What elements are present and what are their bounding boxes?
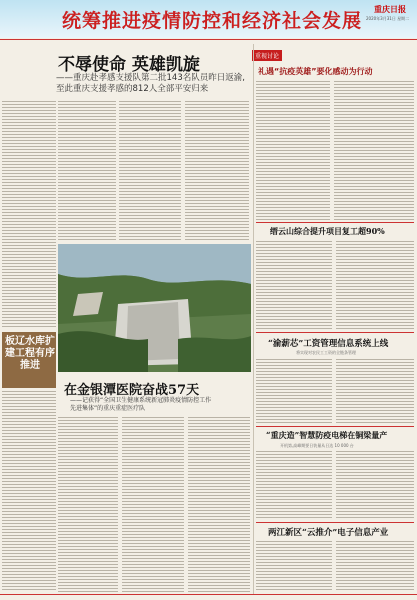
lead-subhead-1: ——重庆赴孝感支援队第二批143名队员昨日返渝, (56, 73, 245, 83)
lead-headline: 不辱使命 英雄凯旋 (58, 55, 200, 75)
second-body-col-3 (188, 416, 250, 592)
second-subhead-2: 先进集体”的重庆重症医疗队 (70, 405, 146, 412)
story-4-body-2 (336, 450, 414, 520)
story-4-body-1 (256, 450, 332, 520)
lead-subhead-2: 至此重庆支援孝感的812人全部平安归来 (56, 84, 209, 94)
right-column-title: 礼遇“抗疫英雄”要化感动为行动 (258, 67, 373, 76)
story-4-subtitle: 开机第,高峰期要日装量从日达 10 000 台 (280, 443, 354, 448)
story-5-body-2 (336, 540, 414, 592)
sidebar-body (2, 390, 56, 590)
lead-body-col-2 (58, 100, 116, 240)
second-subhead-1: ——记获得“全国卫生健康系统新冠肺炎疫情防控工作 (70, 397, 212, 404)
right-divider-2 (256, 332, 414, 333)
second-headline: 在金银潭医院奋战57天 (64, 383, 200, 398)
story-2-body-1 (256, 240, 332, 330)
reservoir-photo (58, 244, 251, 372)
sidebar-title: 板辽水库扩建工程有序推进 (5, 336, 55, 371)
date-line: 2020年3月31日 星期二 (366, 16, 410, 21)
masthead-title: 统筹推进疫情防控和经济社会发展 (62, 10, 363, 32)
footer-line (0, 594, 417, 595)
story-5-body-1 (256, 540, 332, 592)
story-2-title: 缙云山综合提升项目复工超90% (270, 226, 385, 236)
story-2-body-2 (336, 240, 414, 330)
newspaper-logo: 重庆日报 (374, 5, 406, 14)
right-divider-3 (256, 426, 414, 427)
banner-divider (0, 39, 417, 40)
column-divider (253, 44, 254, 594)
second-body-col-2 (122, 416, 184, 592)
lead-body-col-3 (119, 100, 181, 240)
second-body-col-1 (58, 416, 118, 592)
lead-body-col-4 (185, 100, 249, 240)
lead-body-col-1 (2, 100, 56, 328)
story-3-body-2 (336, 358, 414, 424)
story-4-title: “重庆造”智慧防疫电梯在铜梁量产 (266, 430, 388, 440)
right-divider-4 (256, 522, 414, 523)
story-3-body-1 (256, 358, 332, 424)
story-3-subtitle: 将实现对农民工工资的全链条管理 (296, 350, 356, 355)
right-divider-1 (256, 222, 414, 223)
right-body-col-2 (334, 80, 414, 220)
right-body-col-1 (256, 80, 330, 220)
discussion-kicker: 重视讨论 (252, 50, 282, 61)
story-5-title: 两江新区“云推介”电子信息产业 (268, 528, 389, 538)
story-3-title: “渝薪芯”工资管理信息系统上线 (268, 339, 389, 349)
